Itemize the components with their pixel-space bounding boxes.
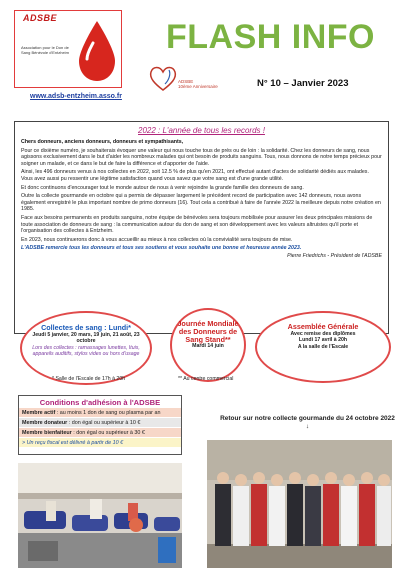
issue-number: N° 10 – Janvier 2023	[257, 78, 349, 89]
blood-drop-icon	[75, 19, 119, 83]
adsbe-logo	[14, 10, 122, 88]
ag-subtitle: Avec remise des diplômes	[290, 330, 356, 337]
donation-room-photo	[18, 463, 182, 568]
anniversary-text	[178, 79, 218, 89]
collectes-oval	[20, 311, 152, 385]
journee-date: Mardi 14 juin	[192, 343, 224, 350]
greeting: Chers donneurs, anciens donneurs, donneurs et sympathisants,	[21, 139, 184, 145]
editorial-heading: 2022 : L'année de tous les records !	[138, 126, 265, 135]
paragraph-1: Pour ce dixième numéro, je souhaiterais évoquer une valeur qui nous touche tous de près ou de loin : la solidarité. Chez les donneurs de sang, nous agissons exclusivement dans le but d'aider les nombreux malades qui ont besoin de produits sanguins. Tous, nous donnons de notre temps précieux pour soigner un malade, et ce dans le but de faire la différence et d'apporter de l'aide.	[21, 147, 382, 167]
editorial-box	[14, 121, 389, 334]
paragraph-6: En 2023, nous continuerons donc à vous accueillir au mieux à nos collectes où la convivialité sera toujours de mise.	[21, 236, 293, 243]
website-link[interactable]: www.adsb-entzheim.asso.fr	[30, 93, 122, 100]
condition-row: Membre bienfaiteur : don égal ou supérieur à 30 €	[19, 427, 181, 437]
footnote-1: * Salle de l'Escale de 17h à 20h	[52, 376, 126, 382]
anniversary-sub: 10ème Anniversaire	[178, 84, 218, 89]
anniversary-label: ADSBE	[178, 79, 194, 84]
paragraph-5: Face aux besoins permanents en produits sanguins, notre équipe de bénévoles sera toujours mobilisée pour assurer les deux principales missions de toute association de donneurs de sang : la communication autour du don de sang et son développement avec les valeurs altruistes qu'il porte et l'organisation des collectes à Entzheim.	[21, 214, 373, 235]
condition-row: > Un reçu fiscal est délivré à partir de 10 €	[19, 437, 181, 447]
collectes-dates: Jeudi 5 janvier, 20 mars, 19 juin, 21 août, 23 octobre	[32, 332, 140, 345]
signature: Pierre Friedrichs - Président de l'ADSBE	[287, 252, 382, 259]
ag-place: A la salle de l'Escale	[297, 343, 349, 350]
ag-date: Lundi 17 avril à 20h	[298, 337, 348, 344]
assemblee-generale-oval	[255, 311, 391, 383]
logo-subtitle: Association pour le Don de Sang Bénévole d'Entzheim	[21, 45, 69, 55]
conditions-title: Conditions d'adhésion à l'ADSBE	[39, 398, 161, 407]
retour-caption: Retour sur notre collecte gourmande du 24 octobre 2022 ↓	[220, 415, 395, 430]
ag-title: Assemblée Générale	[287, 322, 359, 331]
conditions-box	[18, 395, 182, 455]
collectes-extra: Lors des collectes : ramassages lunettes, Ituis, appareils auditifs, stylos vides ou hors d'usage	[32, 344, 140, 358]
logo-title: ADSBE	[23, 13, 58, 23]
footnote-2: ** Au centre commercial	[178, 376, 234, 382]
condition-row: Membre donateur : don égal ou supérieur à 10 €	[19, 417, 181, 427]
collectes-title: Collectes de sang : Lundi*	[41, 323, 131, 332]
paragraph-4: Outre la collecte gourmande en octobre qui a permis de dépasser largement le précédent record de participation avec 142 donneurs, nous avons également enregistré le plus important nombre de primo donneurs (16). Tout cela a contribué à faire de l'année 2022 la meilleure depuis notre création en 1985.	[21, 193, 381, 213]
journee-title: Journée Mondiale des Donneurs de Sang Stand**	[177, 319, 239, 344]
paragraph-2: Ainsi, les 496 donneurs venus à nos collectes en 2022, soit 12.5 % de plus qu'en 2021, ont effectué autant d'actes de solidarité dédiés aux malades. Vous avez aussi pu ressentir une légitime satisfaction quand vous savez que votre sang est d'une grande utilité.	[21, 169, 369, 182]
journee-mondiale-oval	[170, 308, 246, 382]
group-photo	[207, 440, 392, 568]
thanks-message: L'ADSBE remercie tous les donneurs et tous ses soutiens et vous souhaite une bonne et heureuse année 2023.	[21, 245, 302, 252]
condition-row: Membre actif : au moins 1 don de sang ou plasma par an	[19, 407, 181, 417]
flash-info-title: FLASH INFO	[166, 18, 375, 56]
paragraph-3: Et donc continuons d'encourager tout le monde autour de nous à venir rejoindre la grande famille des donneurs de sang.	[21, 184, 304, 191]
